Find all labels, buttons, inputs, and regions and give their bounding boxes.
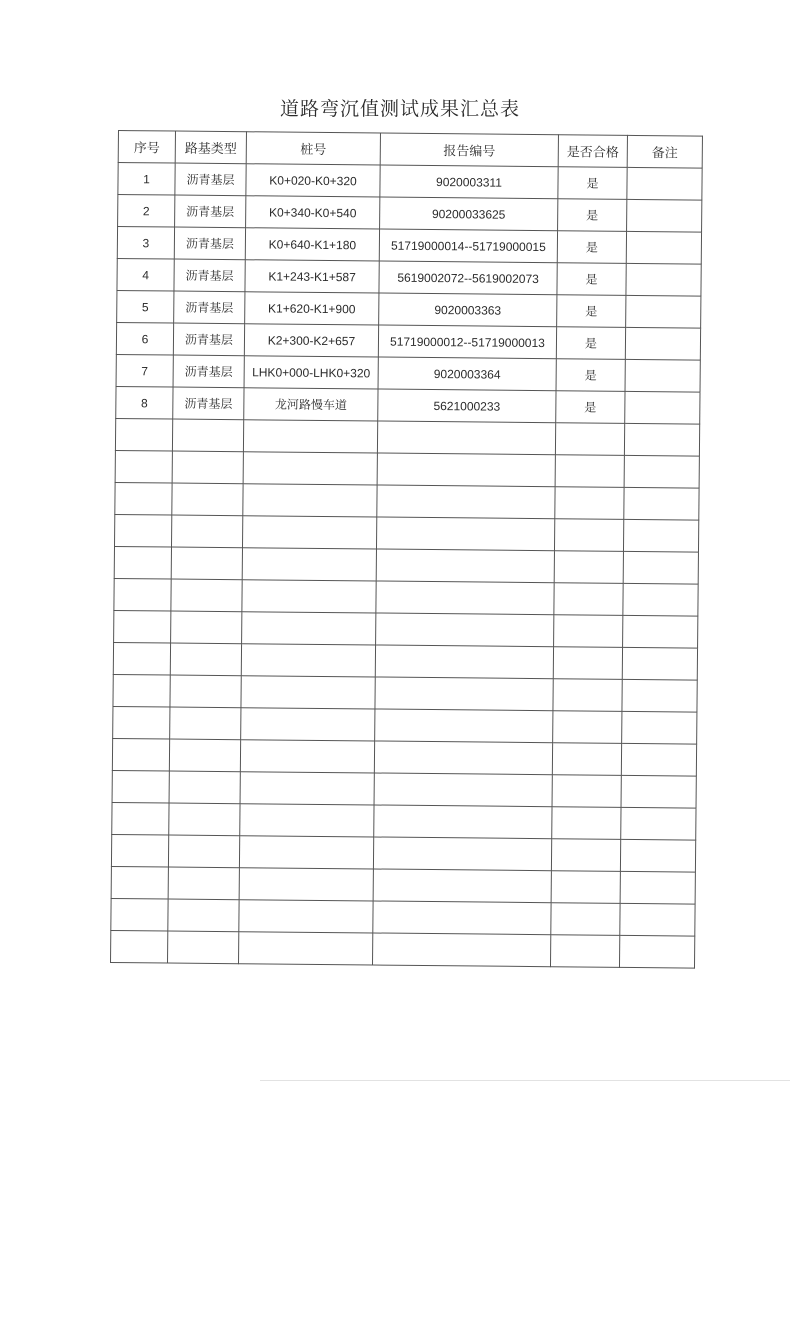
cell-subgrade-type: 沥青基层 (174, 259, 245, 292)
cell-index: 7 (116, 354, 173, 387)
empty-cell (551, 903, 620, 936)
document-title: 道路弯沉值测试成果汇总表 (279, 98, 520, 120)
cell-index: 6 (116, 322, 173, 355)
empty-cell (168, 899, 239, 932)
empty-cell (170, 675, 241, 708)
empty-cell (555, 423, 624, 456)
empty-cell (240, 772, 374, 805)
empty-cell (375, 709, 553, 743)
empty-cell (621, 807, 696, 840)
empty-cell (241, 708, 375, 741)
empty-cell (621, 743, 696, 776)
empty-cell (112, 802, 169, 835)
empty-cell (243, 420, 377, 453)
empty-cell (241, 644, 375, 677)
empty-cell (552, 775, 621, 808)
cell-subgrade-type: 沥青基层 (175, 195, 246, 228)
scan-edge-line (260, 1080, 790, 1081)
empty-cell (111, 898, 168, 931)
empty-cell (554, 583, 623, 616)
empty-cell (376, 613, 554, 647)
empty-cell (551, 839, 620, 872)
empty-cell (620, 871, 695, 904)
empty-cell (240, 740, 374, 773)
cell-subgrade-type: 沥青基层 (173, 387, 244, 420)
empty-cell (624, 487, 699, 520)
empty-cell (168, 931, 239, 964)
cell-station: K0+020-K0+320 (246, 164, 380, 197)
cell-station: LHK0+000-LHK0+320 (244, 356, 378, 389)
empty-cell (171, 515, 242, 548)
empty-cell (553, 647, 622, 680)
empty-cell (172, 451, 243, 484)
empty-cell (112, 738, 169, 771)
cell-qualified: 是 (556, 391, 625, 424)
empty-cell (239, 900, 373, 933)
cell-index: 4 (117, 258, 174, 291)
empty-cell (374, 741, 552, 775)
header-remarks: 备注 (627, 135, 702, 168)
empty-cell (623, 615, 698, 648)
summary-table (110, 130, 703, 969)
empty-cell (622, 679, 697, 712)
cell-station: K0+340-K0+540 (246, 196, 380, 229)
empty-cell (552, 743, 621, 776)
cell-remarks (625, 327, 700, 360)
cell-remarks (625, 359, 700, 392)
empty-cell (553, 679, 622, 712)
empty-cell (552, 807, 621, 840)
empty-cell (169, 771, 240, 804)
empty-cell (621, 775, 696, 808)
cell-remarks (625, 391, 700, 424)
cell-remarks (626, 263, 701, 296)
table-body (111, 163, 703, 969)
empty-cell (377, 485, 555, 519)
cell-index: 3 (117, 227, 174, 260)
empty-cell (115, 514, 172, 547)
empty-cell (241, 676, 375, 709)
cell-report-number: 51719000012--51719000013 (378, 325, 556, 359)
empty-cell (373, 869, 551, 903)
empty-cell (374, 805, 552, 839)
empty-cell (115, 418, 172, 451)
empty-cell (242, 612, 376, 645)
cell-subgrade-type: 沥青基层 (174, 227, 245, 260)
cell-station: K2+300-K2+657 (244, 324, 378, 357)
cell-qualified: 是 (557, 295, 626, 328)
cell-report-number: 51719000014--51719000015 (379, 229, 557, 263)
cell-report-number: 5619002072--5619002073 (379, 261, 557, 295)
empty-cell (170, 643, 241, 676)
cell-report-number: 5621000233 (378, 389, 556, 423)
empty-cell (376, 581, 554, 615)
empty-cell (554, 519, 623, 552)
cell-qualified: 是 (557, 231, 626, 264)
empty-cell (111, 930, 168, 963)
empty-cell (623, 583, 698, 616)
empty-cell (239, 932, 373, 965)
cell-remarks (626, 295, 701, 328)
empty-cell (113, 674, 170, 707)
header-index: 序号 (118, 131, 175, 164)
cell-report-number: 9020003363 (379, 293, 557, 327)
empty-cell (375, 677, 553, 711)
empty-cell (171, 579, 242, 612)
header-station: 桩号 (246, 132, 380, 165)
empty-cell (243, 484, 377, 517)
empty-cell (114, 546, 171, 579)
empty-cell (623, 519, 698, 552)
cell-subgrade-type: 沥青基层 (174, 291, 245, 324)
cell-station: K1+243-K1+587 (245, 260, 379, 293)
empty-cell (555, 455, 624, 488)
empty-cell (377, 421, 555, 455)
cell-remarks (626, 231, 701, 264)
cell-station: K1+620-K1+900 (245, 292, 379, 325)
empty-cell (168, 835, 239, 868)
empty-cell (374, 773, 552, 807)
empty-cell (554, 551, 623, 584)
cell-qualified: 是 (556, 359, 625, 392)
empty-cell (115, 450, 172, 483)
empty-cell (624, 455, 699, 488)
header-report-number: 报告编号 (380, 133, 558, 167)
empty-cell (619, 935, 694, 968)
empty-cell (111, 866, 168, 899)
empty-cell (375, 645, 553, 679)
header-subgrade-type: 路基类型 (175, 131, 246, 164)
empty-cell (113, 706, 170, 739)
summary-table-wrapper (110, 130, 703, 969)
empty-cell (377, 453, 555, 487)
empty-cell (622, 711, 697, 744)
empty-cell (550, 935, 619, 968)
cell-qualified: 是 (558, 167, 627, 200)
empty-cell (113, 642, 170, 675)
empty-cell (169, 739, 240, 772)
header-qualified: 是否合格 (558, 135, 627, 168)
cell-remarks (627, 199, 702, 232)
empty-cell (623, 551, 698, 584)
cell-index: 1 (118, 163, 175, 196)
empty-cell (240, 804, 374, 837)
empty-cell (112, 770, 169, 803)
empty-cell (242, 548, 376, 581)
cell-index: 5 (117, 290, 174, 323)
cell-qualified: 是 (556, 327, 625, 360)
empty-cell (554, 615, 623, 648)
cell-subgrade-type: 沥青基层 (173, 355, 244, 388)
empty-cell (114, 578, 171, 611)
empty-cell (239, 868, 373, 901)
empty-cell (376, 517, 554, 551)
cell-qualified: 是 (557, 263, 626, 296)
empty-cell (242, 580, 376, 613)
empty-cell (115, 482, 172, 515)
empty-cell (169, 803, 240, 836)
empty-cell (171, 547, 242, 580)
empty-cell (373, 837, 551, 871)
cell-report-number: 90200033625 (380, 197, 558, 231)
empty-cell (620, 839, 695, 872)
empty-cell (624, 423, 699, 456)
empty-cell (168, 867, 239, 900)
empty-cell (376, 549, 554, 583)
cell-index: 8 (116, 386, 173, 419)
cell-report-number: 9020003311 (380, 165, 558, 199)
cell-index: 2 (118, 195, 175, 228)
empty-cell (114, 610, 171, 643)
empty-cell (170, 707, 241, 740)
empty-cell (620, 903, 695, 936)
empty-cell (243, 452, 377, 485)
empty-cell (373, 901, 551, 935)
cell-report-number: 9020003364 (378, 357, 556, 391)
empty-cell (553, 711, 622, 744)
empty-cell (172, 419, 243, 452)
empty-cell (622, 647, 697, 680)
cell-qualified: 是 (558, 199, 627, 232)
cell-subgrade-type: 沥青基层 (175, 163, 246, 196)
empty-cell (242, 516, 376, 549)
empty-cell (111, 834, 168, 867)
empty-table-row (111, 930, 695, 968)
cell-station: K0+640-K1+180 (245, 228, 379, 261)
empty-cell (372, 933, 550, 967)
empty-cell (555, 487, 624, 520)
empty-cell (239, 836, 373, 869)
empty-cell (551, 871, 620, 904)
empty-cell (172, 483, 243, 516)
empty-cell (171, 611, 242, 644)
cell-remarks (627, 167, 702, 200)
cell-station: 龙河路慢车道 (244, 388, 378, 421)
cell-subgrade-type: 沥青基层 (173, 323, 244, 356)
